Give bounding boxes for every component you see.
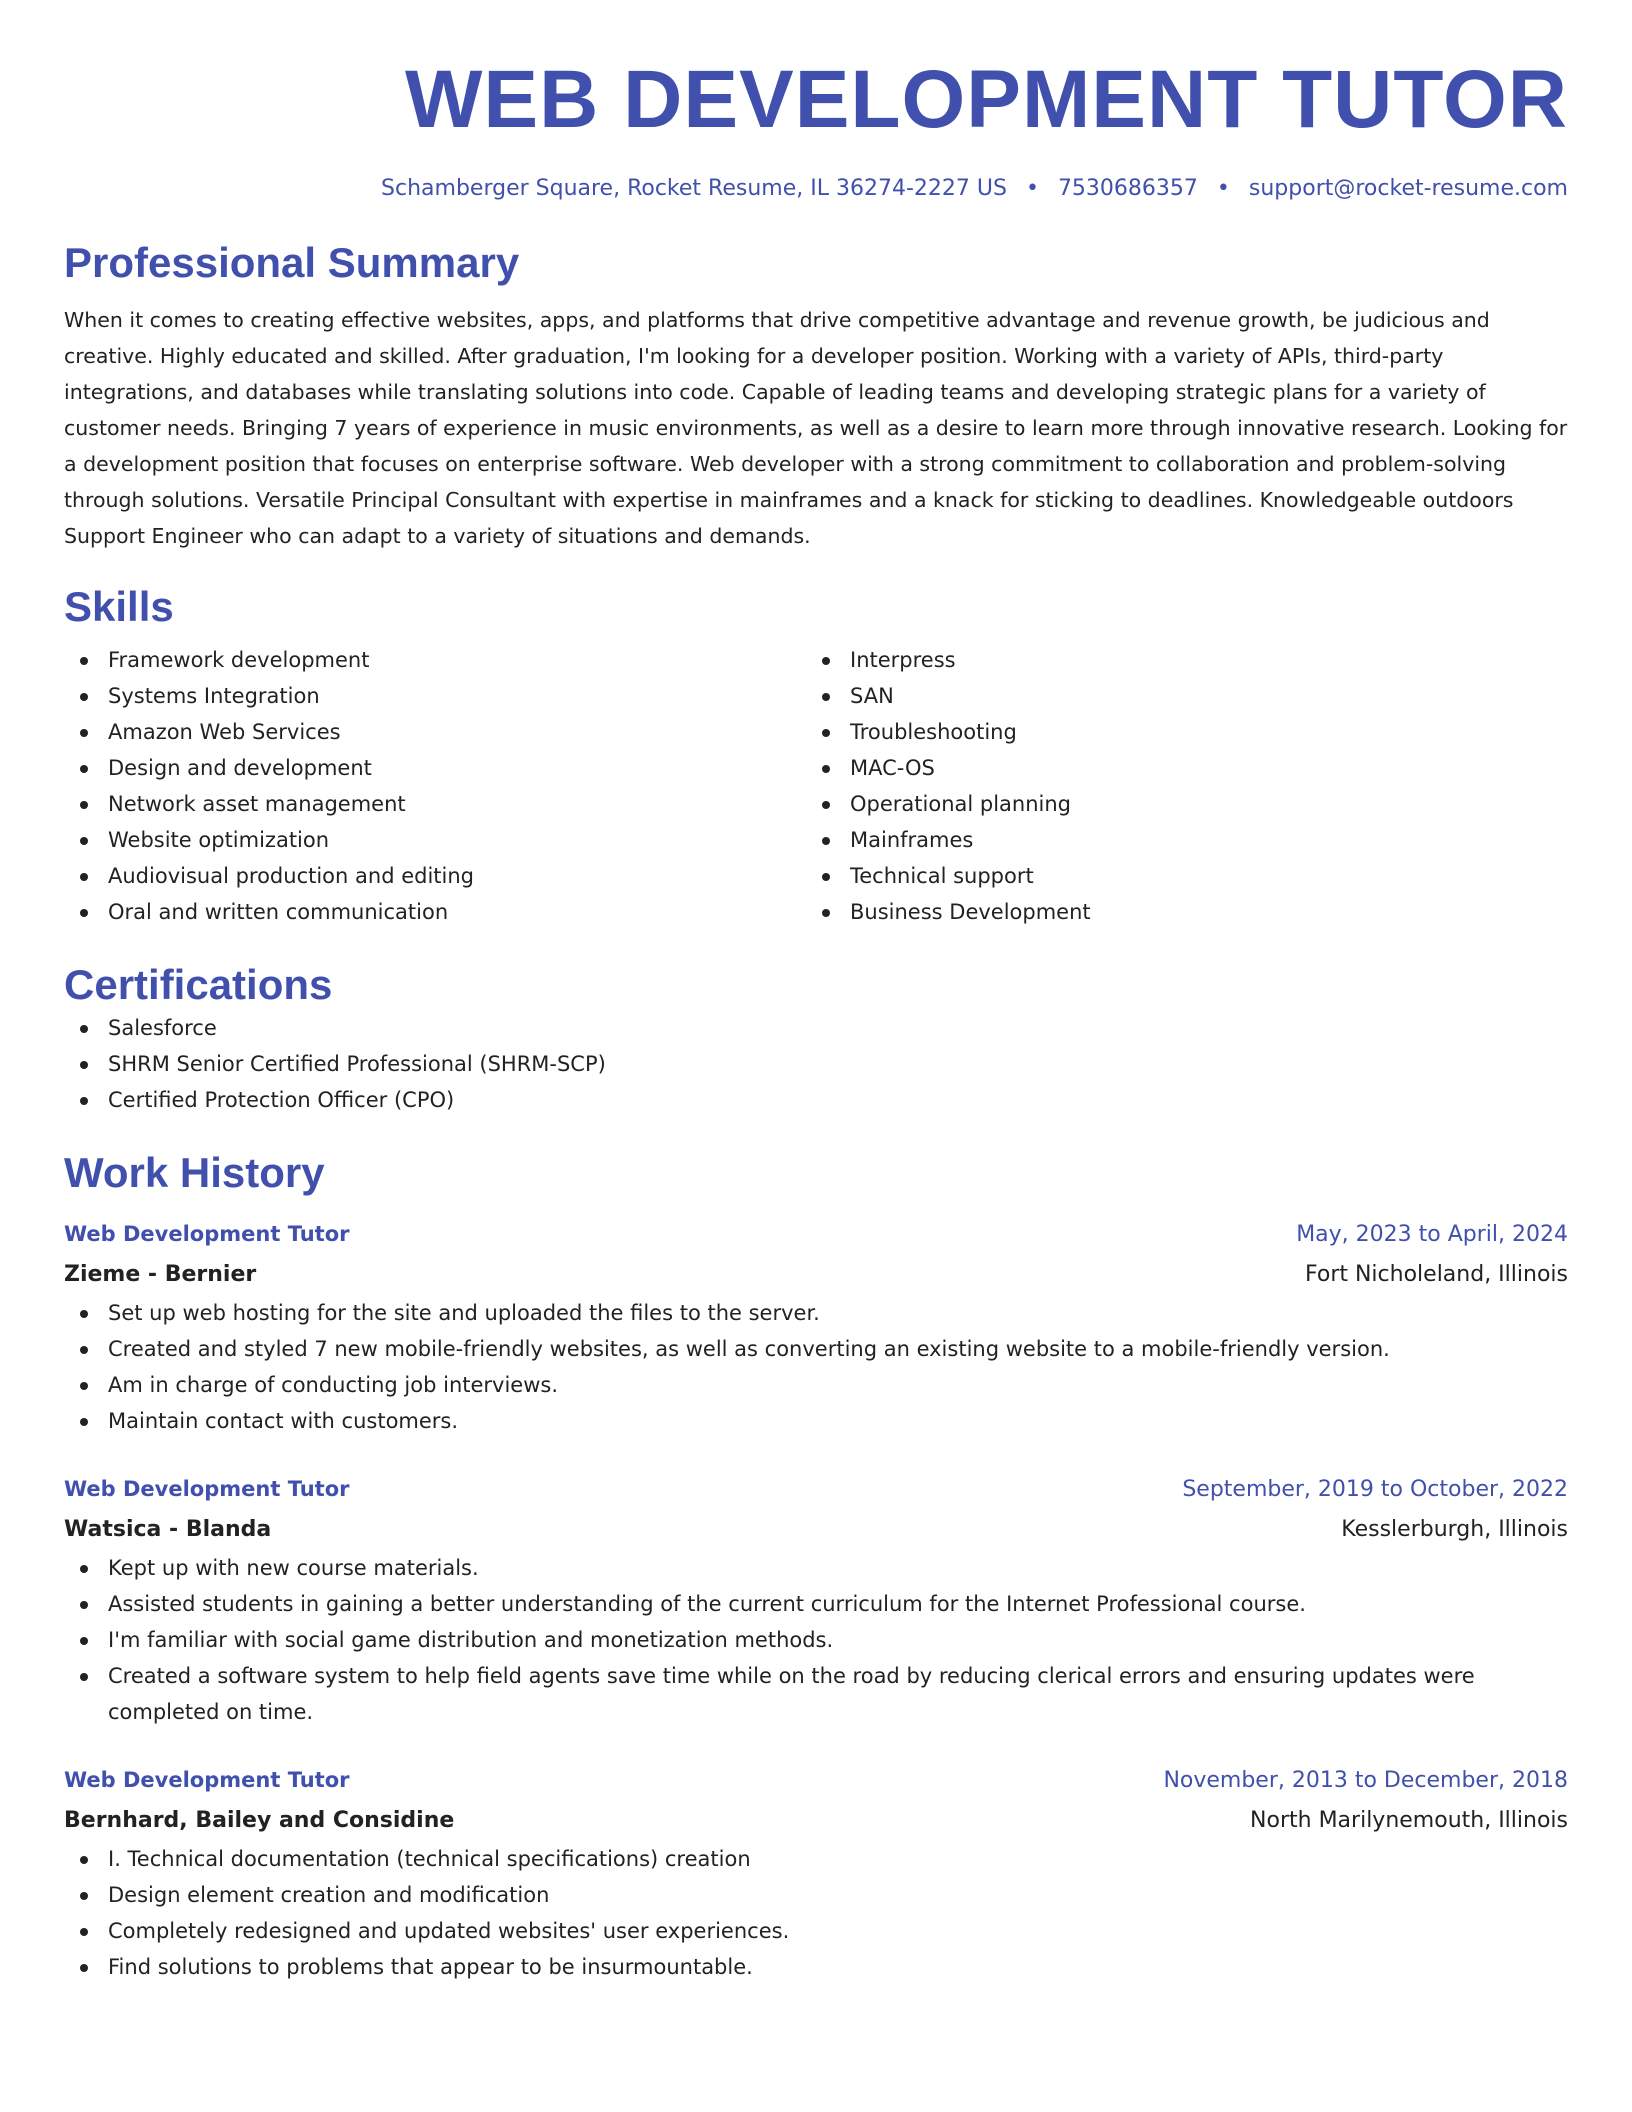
skills-list-left xyxy=(64,642,806,930)
job-bullet: Assisted students in gaining a better understanding of the current curriculum for the Internet Professional course. xyxy=(64,1586,1568,1622)
job-bullet: Design element creation and modification xyxy=(64,1877,1568,1913)
job-bullet: Set up web hosting for the site and uploaded the files to the server. xyxy=(64,1295,1568,1331)
job-bullets xyxy=(64,1841,1568,1985)
resume-header xyxy=(64,50,1568,204)
certification-item: Salesforce xyxy=(64,1010,1568,1046)
job-bullet: Maintain contact with customers. xyxy=(64,1403,1568,1439)
job-dates: September, 2019 to October, 2022 xyxy=(1182,1477,1568,1502)
job-company-row xyxy=(64,1255,1568,1295)
skills-column-right xyxy=(806,642,1548,930)
job-title: Web Development Tutor xyxy=(64,1768,350,1792)
skill-item: Troubleshooting xyxy=(806,714,1548,750)
skill-item: Mainframes xyxy=(806,822,1548,858)
skill-item: SAN xyxy=(806,678,1548,714)
job-bullet: Created a software system to help field agents save time while on the road by reducing clerical errors and ensuring updates were completed on time. xyxy=(64,1658,1568,1730)
candidate-name: WEB DEVELOPMENT TUTOR xyxy=(405,54,1568,145)
job-bullet: I'm familiar with social game distribution and monetization methods. xyxy=(64,1622,1568,1658)
skill-item: Technical support xyxy=(806,858,1548,894)
summary-heading: Professional Summary xyxy=(64,239,520,286)
skill-item: Oral and written communication xyxy=(64,894,806,930)
contact-email[interactable]: support@rocket-resume.com xyxy=(1248,176,1568,201)
job-bullet: Completely redesigned and updated websites' user experiences. xyxy=(64,1913,1568,1949)
contact-separator: • xyxy=(1216,176,1230,201)
job-bullet: I. Technical documentation (technical specifications) creation xyxy=(64,1841,1568,1877)
job-bullet: Find solutions to problems that appear to be insurmountable. xyxy=(64,1949,1568,1985)
job-company: Zieme - Bernier xyxy=(64,1262,257,1287)
skill-item: Website optimization xyxy=(64,822,806,858)
skills-list-right xyxy=(806,642,1548,930)
job-entry xyxy=(64,1469,1568,1730)
certifications-list xyxy=(64,1010,1568,1118)
job-location: Kesslerburgh, Illinois xyxy=(1341,1517,1568,1542)
certification-item: Certified Protection Officer (CPO) xyxy=(64,1082,1568,1118)
job-company: Watsica - Blanda xyxy=(64,1517,272,1542)
skill-item: Interpress xyxy=(806,642,1548,678)
job-location: Fort Nicholeland, Illinois xyxy=(1304,1262,1568,1287)
skills-section xyxy=(64,582,1568,930)
skill-item: Network asset management xyxy=(64,786,806,822)
contact-line xyxy=(64,174,1568,204)
skills-column-left xyxy=(64,642,806,930)
job-bullet: Kept up with new course materials. xyxy=(64,1550,1568,1586)
skill-item: Amazon Web Services xyxy=(64,714,806,750)
work-history-section xyxy=(64,1148,1568,1985)
contact-address: Schamberger Square, Rocket Resume, IL 36274-2227 US xyxy=(381,176,1007,201)
skill-item: Systems Integration xyxy=(64,678,806,714)
job-dates: May, 2023 to April, 2024 xyxy=(1296,1222,1568,1247)
job-dates: November, 2013 to December, 2018 xyxy=(1163,1768,1568,1793)
job-title: Web Development Tutor xyxy=(64,1222,350,1246)
skill-item: Operational planning xyxy=(806,786,1548,822)
job-company-row xyxy=(64,1510,1568,1550)
job-entry xyxy=(64,1214,1568,1439)
job-entry xyxy=(64,1760,1568,1985)
job-company-row xyxy=(64,1801,1568,1841)
work-history-heading: Work History xyxy=(64,1149,325,1196)
contact-separator: • xyxy=(1025,176,1039,201)
skills-grid xyxy=(64,642,1568,930)
skill-item: Audiovisual production and editing xyxy=(64,858,806,894)
skill-item: Design and development xyxy=(64,750,806,786)
job-title: Web Development Tutor xyxy=(64,1477,350,1501)
job-bullet: Created and styled 7 new mobile-friendly websites, as well as converting an existing website to a mobile-friendly version. xyxy=(64,1331,1568,1367)
skill-item: Framework development xyxy=(64,642,806,678)
summary-section xyxy=(64,238,1568,554)
job-title-row xyxy=(64,1760,1568,1801)
job-bullet: Am in charge of conducting job interviews. xyxy=(64,1367,1568,1403)
job-location: North Marilynemouth, Illinois xyxy=(1250,1808,1568,1833)
job-company: Bernhard, Bailey and Considine xyxy=(64,1808,455,1833)
skills-heading: Skills xyxy=(64,583,174,630)
certifications-heading: Certifications xyxy=(64,961,333,1008)
certifications-section xyxy=(64,960,1568,1118)
summary-text: When it comes to creating effective websites, apps, and platforms that drive competitive advantage and revenue growth, be judicious and creative. Highly educated and skilled. After graduation, I'm looking for a developer position. Working with a variety of APIs, third-party integrations, and databases while translating solutions into code. Capable of leading teams and developing strategic plans for a variety of customer needs. Bringing 7 years of experience in music environments, as well as a desire to learn more through innovative research. Looking for a development position that focuses on enterprise software. Web developer with a strong commitment to collaboration and problem-solving through solutions. Versatile Principal Consultant with expertise in mainframes and a knack for sticking to deadlines. Knowledgeable outdoors Support Engineer who can adapt to a variety of situations and demands. xyxy=(64,308,1568,548)
certification-item: SHRM Senior Certified Professional (SHRM-SCP) xyxy=(64,1046,1568,1082)
skill-item: MAC-OS xyxy=(806,750,1548,786)
job-title-row xyxy=(64,1214,1568,1255)
job-bullets xyxy=(64,1295,1568,1439)
skill-item: Business Development xyxy=(806,894,1548,930)
contact-phone: 7530686357 xyxy=(1057,176,1198,201)
job-title-row xyxy=(64,1469,1568,1510)
job-bullets xyxy=(64,1550,1568,1730)
